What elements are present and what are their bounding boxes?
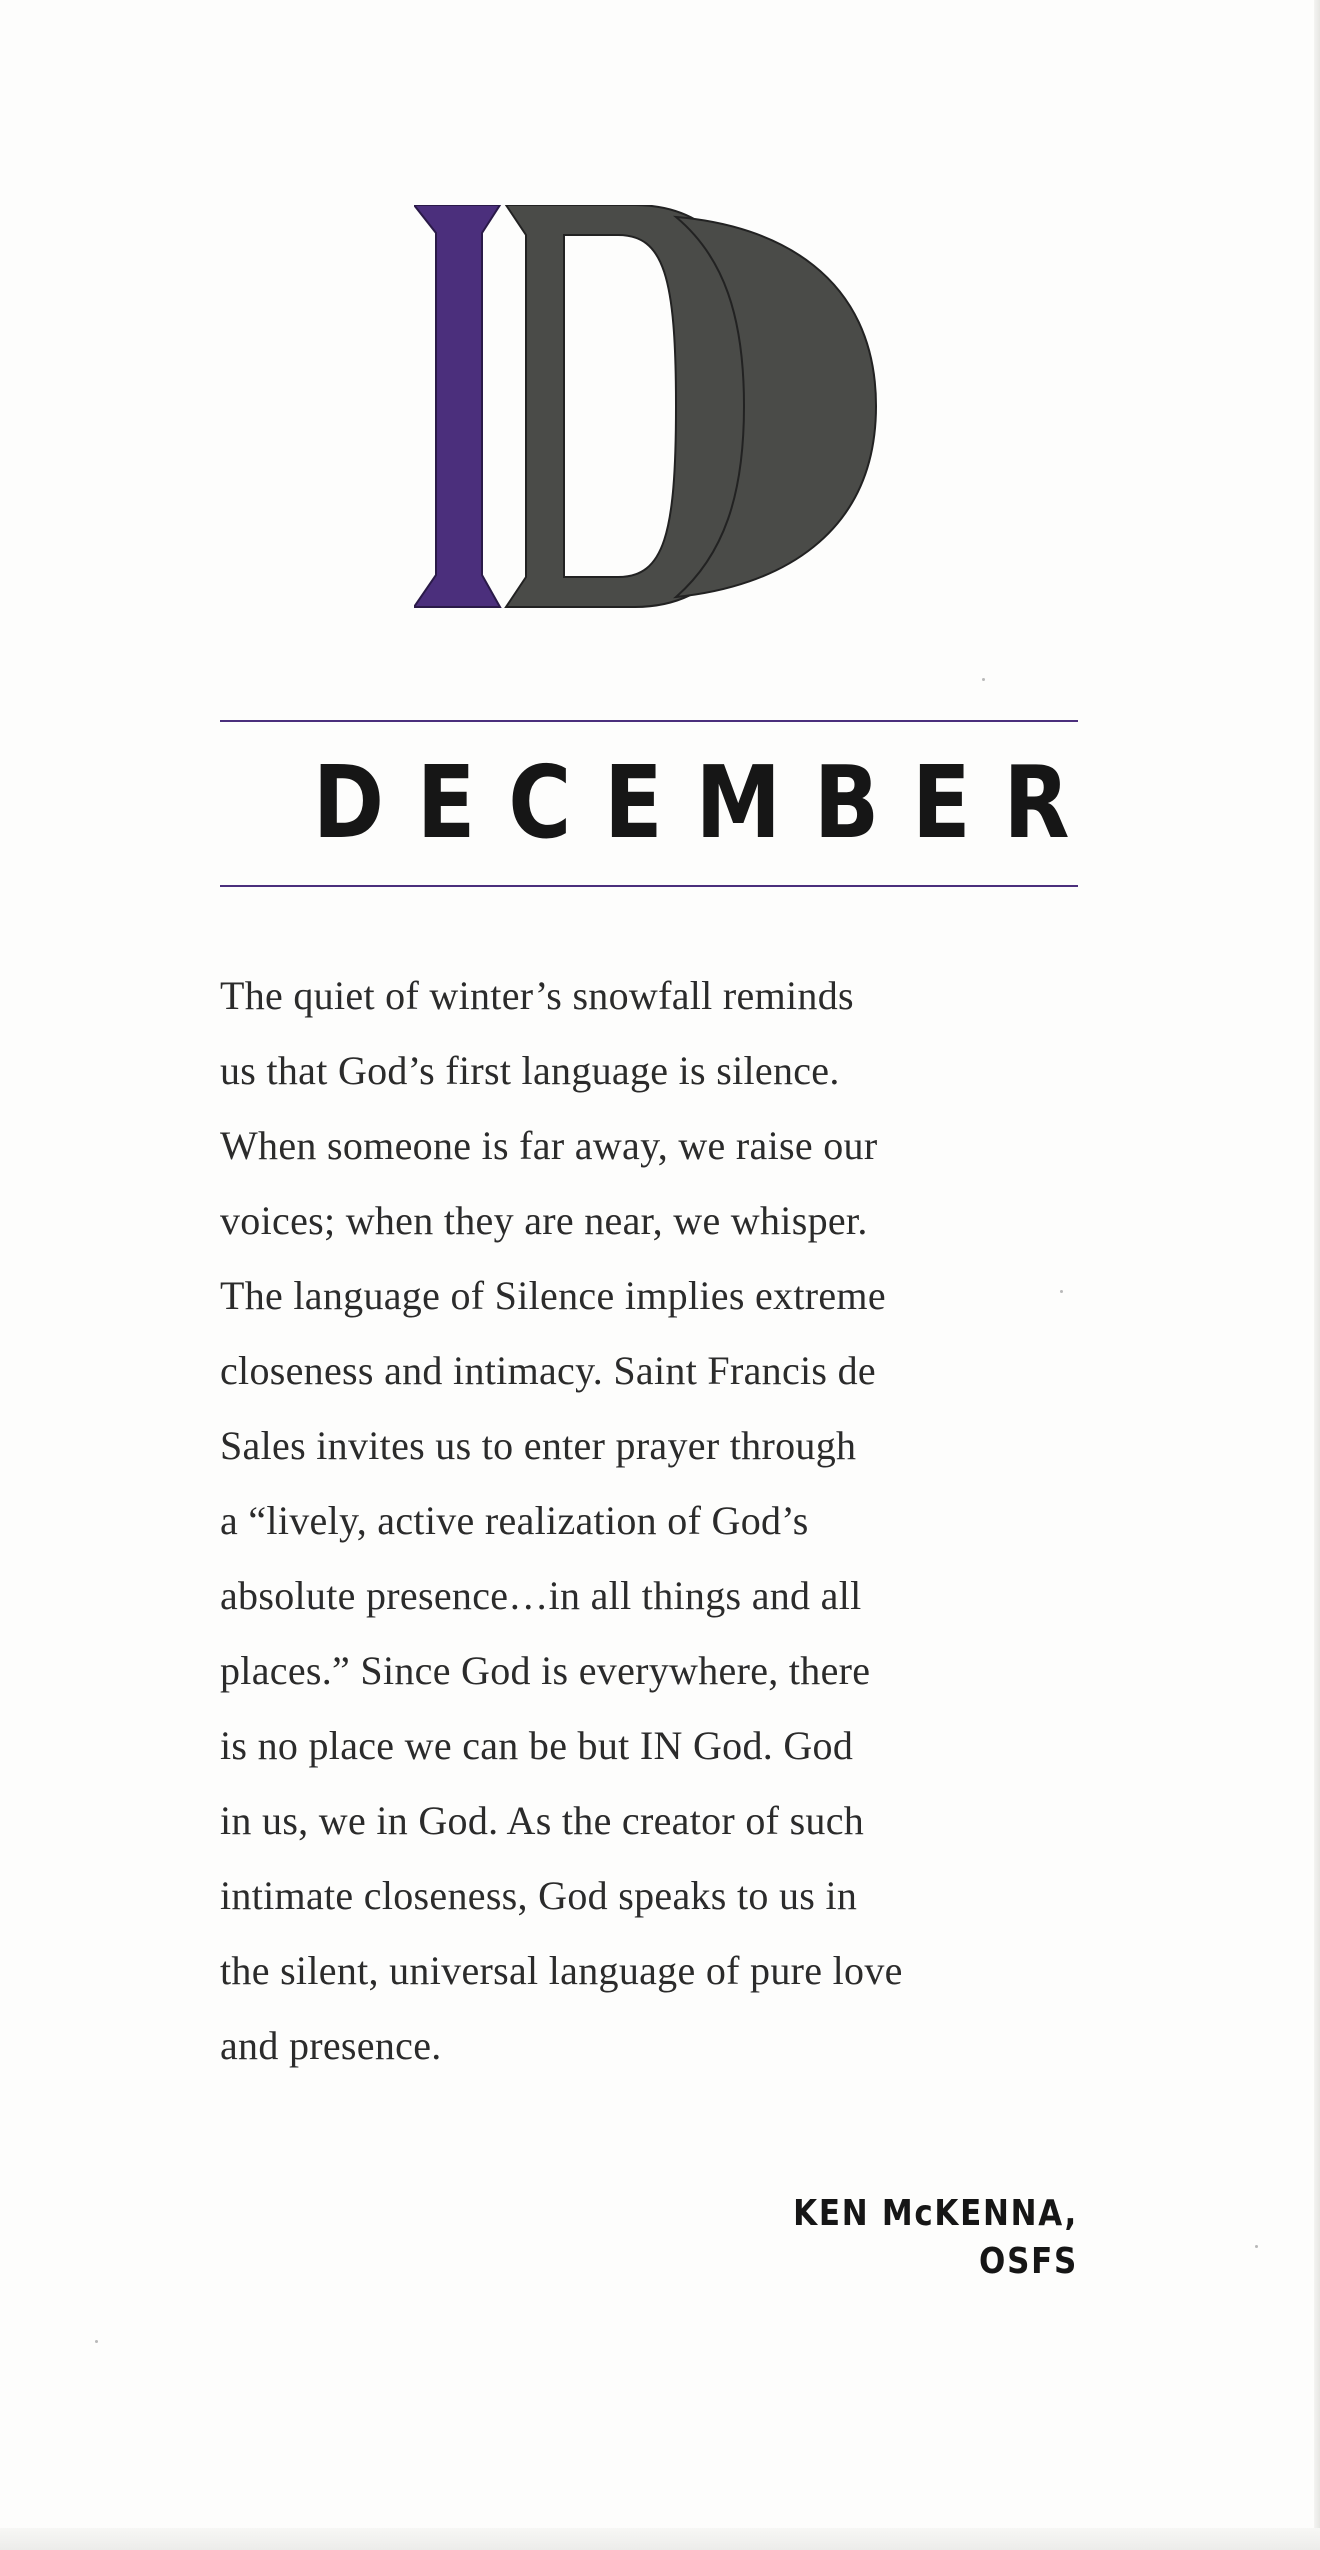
scan-bottom-edge bbox=[0, 2528, 1320, 2550]
month-title: DECEMBER bbox=[312, 744, 1103, 861]
paragraph-line: closeness and intimacy. Saint Francis de bbox=[220, 1348, 876, 1393]
author-signature: KEN McKENNA, OSFS bbox=[793, 2193, 1078, 2282]
scan-speck bbox=[982, 678, 985, 681]
paragraph-line: places.” Since God is everywhere, there bbox=[220, 1648, 871, 1693]
paragraph-line: The quiet of winter’s snowfall reminds bbox=[220, 973, 854, 1018]
paragraph-line: us that God’s first language is silence. bbox=[220, 1048, 840, 1093]
paragraph-line: Sales invites us to enter prayer through bbox=[220, 1423, 857, 1468]
bottom-rule bbox=[220, 885, 1078, 887]
scan-speck bbox=[95, 2340, 98, 2343]
paragraph-line: intimate closeness, God speaks to us in bbox=[220, 1873, 858, 1918]
paragraph-line: is no place we can be but IN God. God bbox=[220, 1723, 854, 1768]
paragraph-line: and presence. bbox=[220, 2023, 442, 2068]
paragraph-line: the silent, universal language of pure love bbox=[220, 1948, 903, 1993]
paragraph-line: voices; when they are near, we whisper. bbox=[220, 1198, 868, 1243]
drop-cap-d-icon bbox=[414, 205, 884, 615]
scan-right-edge bbox=[1314, 0, 1320, 2550]
paragraph-line: absolute presence…in all things and all bbox=[220, 1573, 862, 1618]
paragraph-line: When someone is far away, we raise our bbox=[220, 1123, 878, 1168]
scan-speck bbox=[1255, 2245, 1258, 2248]
paragraph-line: a “lively, active realization of God’s bbox=[220, 1498, 809, 1543]
reflection-paragraph bbox=[220, 958, 1100, 2083]
scan-speck bbox=[1060, 1290, 1063, 1293]
paragraph-line: in us, we in God. As the creator of such bbox=[220, 1798, 865, 1843]
drop-cap-purple-stroke bbox=[414, 205, 500, 607]
paragraph-line: The language of Silence implies extreme bbox=[220, 1273, 886, 1318]
top-rule bbox=[220, 720, 1078, 722]
